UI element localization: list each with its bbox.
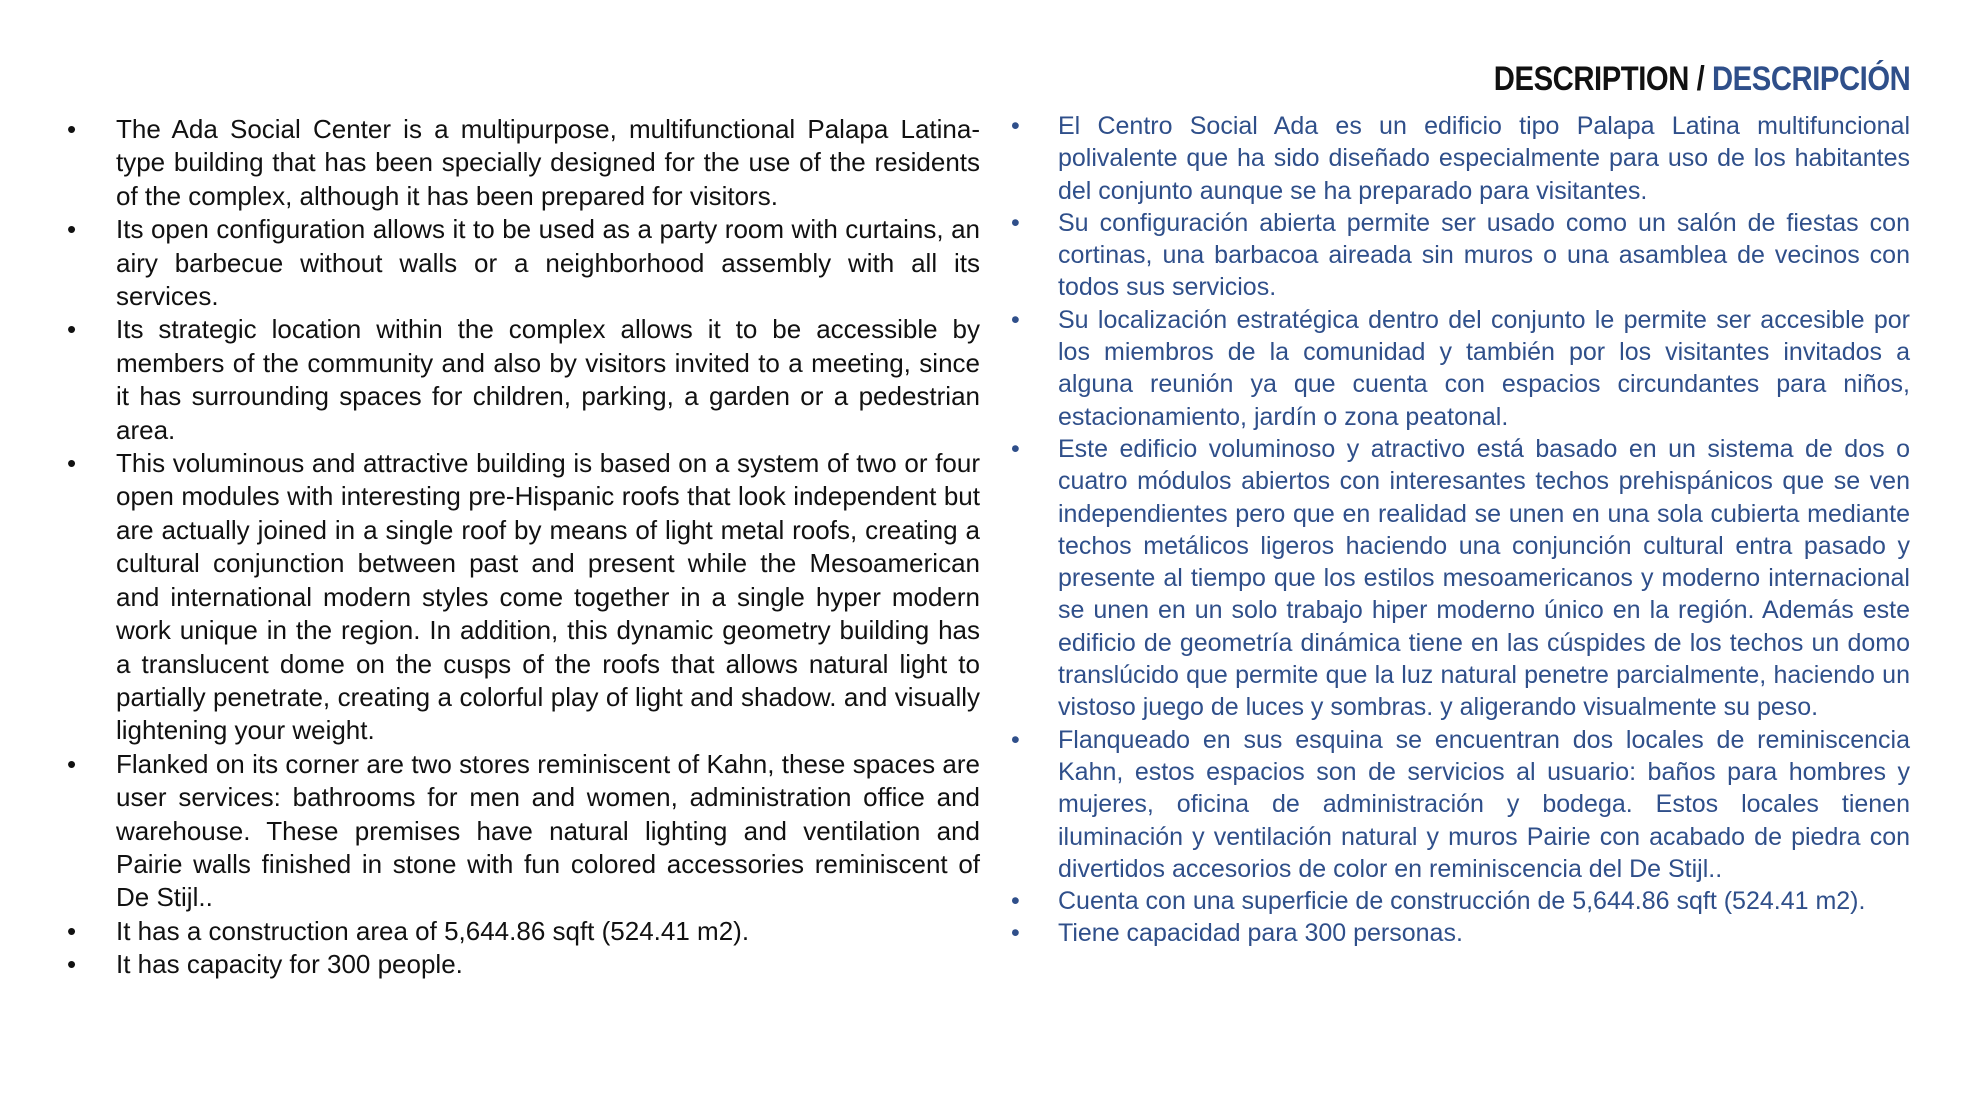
bullet-marker: • bbox=[1011, 887, 1020, 916]
list-item bbox=[1011, 433, 1910, 724]
bullet-marker: • bbox=[67, 748, 77, 779]
list-item bbox=[1011, 110, 1910, 207]
english-description-list bbox=[67, 113, 980, 982]
bullet-marker: • bbox=[1011, 305, 1020, 334]
list-item bbox=[67, 748, 980, 915]
item-text: Su localización estratégica dentro del conjunto le permite ser accesible por los miembros de la comunidad y también por los visitantes invitados a alguna reunión ya que cuenta con espacios circundantes para niños, estacionamiento, jardín o zona peatonal. bbox=[1058, 305, 1910, 431]
bullet-marker: • bbox=[1011, 434, 1020, 463]
list-item bbox=[67, 313, 980, 447]
bullet-marker: • bbox=[1011, 725, 1020, 754]
spanish-description-list bbox=[1011, 110, 1910, 950]
list-item bbox=[67, 915, 980, 948]
list-item bbox=[67, 113, 980, 213]
item-text: Flanqueado en sus esquina se encuentran dos locales de reminiscencia Kahn, estos espacios son de servicios al usuario: baños para hombres y mujeres, oficina de administración y bodega. Estos locales tienen iluminación y ventilación natural y muros Pairie con acabado de piedra con divertidos accesorios de color en reminiscencia del De Stijl.. bbox=[1058, 725, 1910, 883]
list-item bbox=[1011, 885, 1910, 917]
heading-english: DESCRIPTION bbox=[1493, 60, 1689, 98]
bullet-marker: • bbox=[67, 448, 77, 479]
item-text: This voluminous and attractive building is based on a system of two or four open modules with interesting pre-Hispanic roofs that look independent but are actually joined in a single roof by means of light metal roofs, creating a cultural conjunction between past and present while the Mesoamerican and international modern styles come together in a single hyper modern work unique in the region. In addition, this dynamic geometry building has a translucent dome on the cusps of the roofs that allows natural light to partially penetrate, creating a colorful play of light and shadow. and visually lightening your weight. bbox=[116, 448, 980, 746]
list-item bbox=[1011, 207, 1910, 304]
item-text: Cuenta con una superficie de construcción de 5,644.86 sqft (524.41 m2). bbox=[1058, 887, 1866, 916]
bullet-marker: • bbox=[67, 214, 77, 245]
bullet-marker: • bbox=[67, 949, 77, 980]
heading-separator: / bbox=[1688, 60, 1712, 98]
item-text: Su configuración abierta permite ser usado como un salón de fiestas con cortinas, una barbacoa aireada sin muros o una asamblea de vecinos con todos sus servicios. bbox=[1058, 208, 1910, 302]
bullet-marker: • bbox=[1011, 208, 1020, 237]
item-text: It has capacity for 300 people. bbox=[116, 949, 463, 980]
heading-spanish: DESCRIPCIÓN bbox=[1711, 60, 1910, 98]
item-text: El Centro Social Ada es un edificio tipo Palapa Latina multifuncional polivalente que ha sido diseñado especialmente para uso de los habitantes del conjunto aunque se ha preparado para visitantes. bbox=[1058, 112, 1910, 205]
list-item bbox=[1011, 304, 1910, 433]
item-text: Flanked on its corner are two stores reminiscent of Kahn, these spaces are user services: bathrooms for men and women, administration office and warehouse. These premises have natural lighting and ventilation and Pairie walls finished in stone with fun colored accessories reminiscent of De Stijl.. bbox=[116, 748, 980, 913]
list-item bbox=[1011, 724, 1910, 885]
item-text: The Ada Social Center is a multipurpose, multifunctional Palapa Latina-type building that has been specially designed for the use of the residents of the complex, although it has been prepared for visitors. bbox=[116, 114, 980, 211]
list-item bbox=[67, 213, 980, 313]
list-item bbox=[67, 948, 980, 981]
list-item bbox=[1011, 917, 1910, 949]
item-text: Este edificio voluminoso y atractivo está basado en un sistema de dos o cuatro módulos abiertos con interesantes techos prehispánicos que se ven independientes pero que en realidad se unen en una sola cubierta mediante techos metálicos ligeros haciendo una conjunción cultural entra pasado y presente al tiempo que los estilos mesoamericanos y moderno internacional se unen en un solo trabajo hiper moderno único en la región. Además este edificio de geometría dinámica tiene en las cúspides de los techos un domo translúcido que permite que la luz natural penetre parcialmente, haciendo un vistoso juego de luces y sombras. y aligerando visualmente su peso. bbox=[1058, 434, 1910, 722]
bullet-marker: • bbox=[1011, 919, 1020, 948]
bullet-marker: • bbox=[1011, 112, 1020, 140]
item-text: It has a construction area of 5,644.86 sqft (524.41 m2). bbox=[116, 915, 750, 946]
list-item bbox=[67, 447, 980, 748]
bullet-marker: • bbox=[67, 114, 77, 144]
item-text: Its open configuration allows it to be used as a party room with curtains, an airy barbecue without walls or a neighborhood assembly with all its services. bbox=[116, 214, 980, 312]
item-text: Tiene capacidad para 300 personas. bbox=[1058, 919, 1463, 948]
bullet-marker: • bbox=[67, 314, 77, 345]
item-text: Its strategic location within the complex allows it to be accessible by members of the community and also by visitors invited to a meeting, since it has surrounding spaces for children, parking, a garden or a pedestrian area. bbox=[116, 314, 980, 445]
bullet-marker: • bbox=[67, 915, 77, 946]
page-heading bbox=[1493, 60, 1910, 99]
